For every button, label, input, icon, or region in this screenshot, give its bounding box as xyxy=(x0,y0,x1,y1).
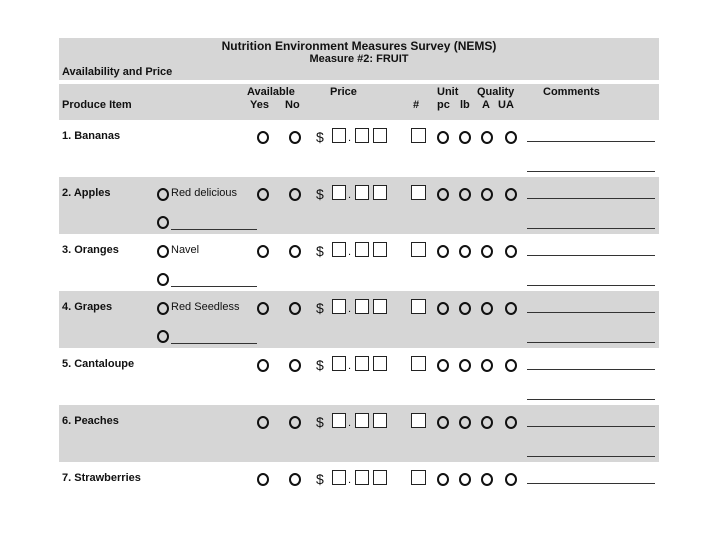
decimal-point: . xyxy=(348,303,352,315)
available-yes-radio[interactable] xyxy=(257,245,269,258)
col-comments: Comments xyxy=(543,86,600,98)
comments-field[interactable] xyxy=(527,426,655,427)
quality-ua-radio[interactable] xyxy=(505,416,517,429)
price-cents-box-2[interactable] xyxy=(373,185,387,200)
comments-field[interactable] xyxy=(527,255,655,256)
col-no: No xyxy=(285,99,300,111)
price-cents-box-1[interactable] xyxy=(355,128,369,143)
unit-lb-radio[interactable] xyxy=(459,359,471,372)
quality-ua-radio[interactable] xyxy=(505,188,517,201)
form-subtitle: Measure #2: FRUIT xyxy=(309,53,409,65)
comments-field[interactable] xyxy=(527,399,655,400)
available-yes-radio[interactable] xyxy=(257,473,269,486)
quality-a-radio[interactable] xyxy=(481,245,493,258)
decimal-point: . xyxy=(348,360,352,372)
decimal-point: . xyxy=(348,189,352,201)
other-variety-field[interactable] xyxy=(171,229,257,230)
variety-radio[interactable] xyxy=(157,188,169,201)
variety-label: Navel xyxy=(171,244,200,256)
dollar-sign: $ xyxy=(316,243,324,259)
price-cents-box-2[interactable] xyxy=(373,356,387,371)
produce-item-label: 7. Strawberries xyxy=(62,472,141,484)
comments-field[interactable] xyxy=(527,198,655,199)
available-yes-radio[interactable] xyxy=(257,302,269,315)
price-dollars-box[interactable] xyxy=(332,185,346,200)
available-no-radio[interactable] xyxy=(289,359,301,372)
col-count: # xyxy=(413,99,420,111)
quality-a-radio[interactable] xyxy=(481,188,493,201)
comments-field[interactable] xyxy=(527,369,655,370)
quality-a-radio[interactable] xyxy=(481,473,493,486)
dollar-sign: $ xyxy=(316,357,324,373)
unit-lb-radio[interactable] xyxy=(459,131,471,144)
price-dollars-box[interactable] xyxy=(332,413,346,428)
price-cents-box-1[interactable] xyxy=(355,185,369,200)
quality-ua-radio[interactable] xyxy=(505,302,517,315)
other-variety-field[interactable] xyxy=(171,343,257,344)
price-cents-box-1[interactable] xyxy=(355,413,369,428)
col-quality: Quality xyxy=(477,86,515,98)
count-box[interactable] xyxy=(411,242,426,257)
variety-label: Red delicious xyxy=(171,187,238,199)
col-unit: Unit xyxy=(437,86,459,98)
produce-item-label: 3. Oranges xyxy=(62,244,119,256)
quality-a-radio[interactable] xyxy=(481,359,493,372)
unit-lb-radio[interactable] xyxy=(459,473,471,486)
produce-item-label: 4. Grapes xyxy=(62,301,113,313)
decimal-point: . xyxy=(348,132,352,144)
quality-ua-radio[interactable] xyxy=(505,473,517,486)
quality-a-radio[interactable] xyxy=(481,416,493,429)
section-label: Availability and Price xyxy=(62,66,173,78)
unit-pc-radio[interactable] xyxy=(437,245,449,258)
quality-ua-radio[interactable] xyxy=(505,131,517,144)
comments-field[interactable] xyxy=(527,483,655,484)
col-ua: UA xyxy=(498,99,514,111)
col-a: A xyxy=(482,99,490,111)
dollar-sign: $ xyxy=(316,186,324,202)
available-no-radio[interactable] xyxy=(289,245,301,258)
unit-pc-radio[interactable] xyxy=(437,188,449,201)
col-available: Available xyxy=(247,86,295,98)
produce-item-label: 2. Apples xyxy=(62,187,111,199)
price-cents-box-2[interactable] xyxy=(373,242,387,257)
unit-lb-radio[interactable] xyxy=(459,188,471,201)
count-box[interactable] xyxy=(411,413,426,428)
price-cents-box-2[interactable] xyxy=(373,128,387,143)
unit-lb-radio[interactable] xyxy=(459,416,471,429)
available-no-radio[interactable] xyxy=(289,188,301,201)
count-box[interactable] xyxy=(411,128,426,143)
unit-pc-radio[interactable] xyxy=(437,359,449,372)
count-box[interactable] xyxy=(411,356,426,371)
price-cents-box-2[interactable] xyxy=(373,299,387,314)
comments-field[interactable] xyxy=(527,285,655,286)
available-yes-radio[interactable] xyxy=(257,131,269,144)
available-yes-radio[interactable] xyxy=(257,188,269,201)
price-cents-box-2[interactable] xyxy=(373,413,387,428)
price-dollars-box[interactable] xyxy=(332,299,346,314)
col-lb: lb xyxy=(460,99,470,111)
unit-pc-radio[interactable] xyxy=(437,416,449,429)
price-dollars-box[interactable] xyxy=(332,128,346,143)
available-no-radio[interactable] xyxy=(289,131,301,144)
other-variety-radio[interactable] xyxy=(157,216,169,229)
col-pc: pc xyxy=(437,99,450,111)
col-price: Price xyxy=(330,86,357,98)
other-variety-radio[interactable] xyxy=(157,273,169,286)
count-box[interactable] xyxy=(411,299,426,314)
count-box[interactable] xyxy=(411,470,426,485)
comments-field[interactable] xyxy=(527,456,655,457)
available-no-radio[interactable] xyxy=(289,416,301,429)
price-cents-box-1[interactable] xyxy=(355,356,369,371)
variety-radio[interactable] xyxy=(157,245,169,258)
dollar-sign: $ xyxy=(316,414,324,430)
variety-radio[interactable] xyxy=(157,302,169,315)
decimal-point: . xyxy=(348,417,352,429)
comments-field[interactable] xyxy=(527,171,655,172)
produce-item-label: 6. Peaches xyxy=(62,415,119,427)
comments-field[interactable] xyxy=(527,342,655,343)
unit-pc-radio[interactable] xyxy=(437,131,449,144)
other-variety-field[interactable] xyxy=(171,286,257,287)
nems-form xyxy=(59,38,659,488)
quality-a-radio[interactable] xyxy=(481,131,493,144)
price-dollars-box[interactable] xyxy=(332,242,346,257)
decimal-point: . xyxy=(348,246,352,258)
comments-field[interactable] xyxy=(527,141,655,142)
dollar-sign: $ xyxy=(316,129,324,145)
available-yes-radio[interactable] xyxy=(257,416,269,429)
unit-pc-radio[interactable] xyxy=(437,302,449,315)
available-yes-radio[interactable] xyxy=(257,359,269,372)
available-no-radio[interactable] xyxy=(289,473,301,486)
dollar-sign: $ xyxy=(316,300,324,316)
col-yes: Yes xyxy=(250,99,269,111)
price-cents-box-1[interactable] xyxy=(355,242,369,257)
produce-item-label: 1. Bananas xyxy=(62,130,121,142)
decimal-point: . xyxy=(348,474,352,486)
quality-ua-radio[interactable] xyxy=(505,359,517,372)
price-dollars-box[interactable] xyxy=(332,356,346,371)
dollar-sign: $ xyxy=(316,471,324,487)
quality-ua-radio[interactable] xyxy=(505,245,517,258)
available-no-radio[interactable] xyxy=(289,302,301,315)
variety-label: Red Seedless xyxy=(171,301,240,313)
price-dollars-box[interactable] xyxy=(332,470,346,485)
comments-field[interactable] xyxy=(527,312,655,313)
unit-pc-radio[interactable] xyxy=(437,473,449,486)
count-box[interactable] xyxy=(411,185,426,200)
unit-lb-radio[interactable] xyxy=(459,245,471,258)
price-cents-box-1[interactable] xyxy=(355,299,369,314)
col-produce-item: Produce Item xyxy=(62,99,132,111)
unit-lb-radio[interactable] xyxy=(459,302,471,315)
quality-a-radio[interactable] xyxy=(481,302,493,315)
comments-field[interactable] xyxy=(527,228,655,229)
price-cents-box-1[interactable] xyxy=(355,470,369,485)
price-cents-box-2[interactable] xyxy=(373,470,387,485)
form-title: Nutrition Environment Measures Survey (NEMS) xyxy=(221,39,497,53)
other-variety-radio[interactable] xyxy=(157,330,169,343)
produce-item-label: 5. Cantaloupe xyxy=(62,358,135,370)
